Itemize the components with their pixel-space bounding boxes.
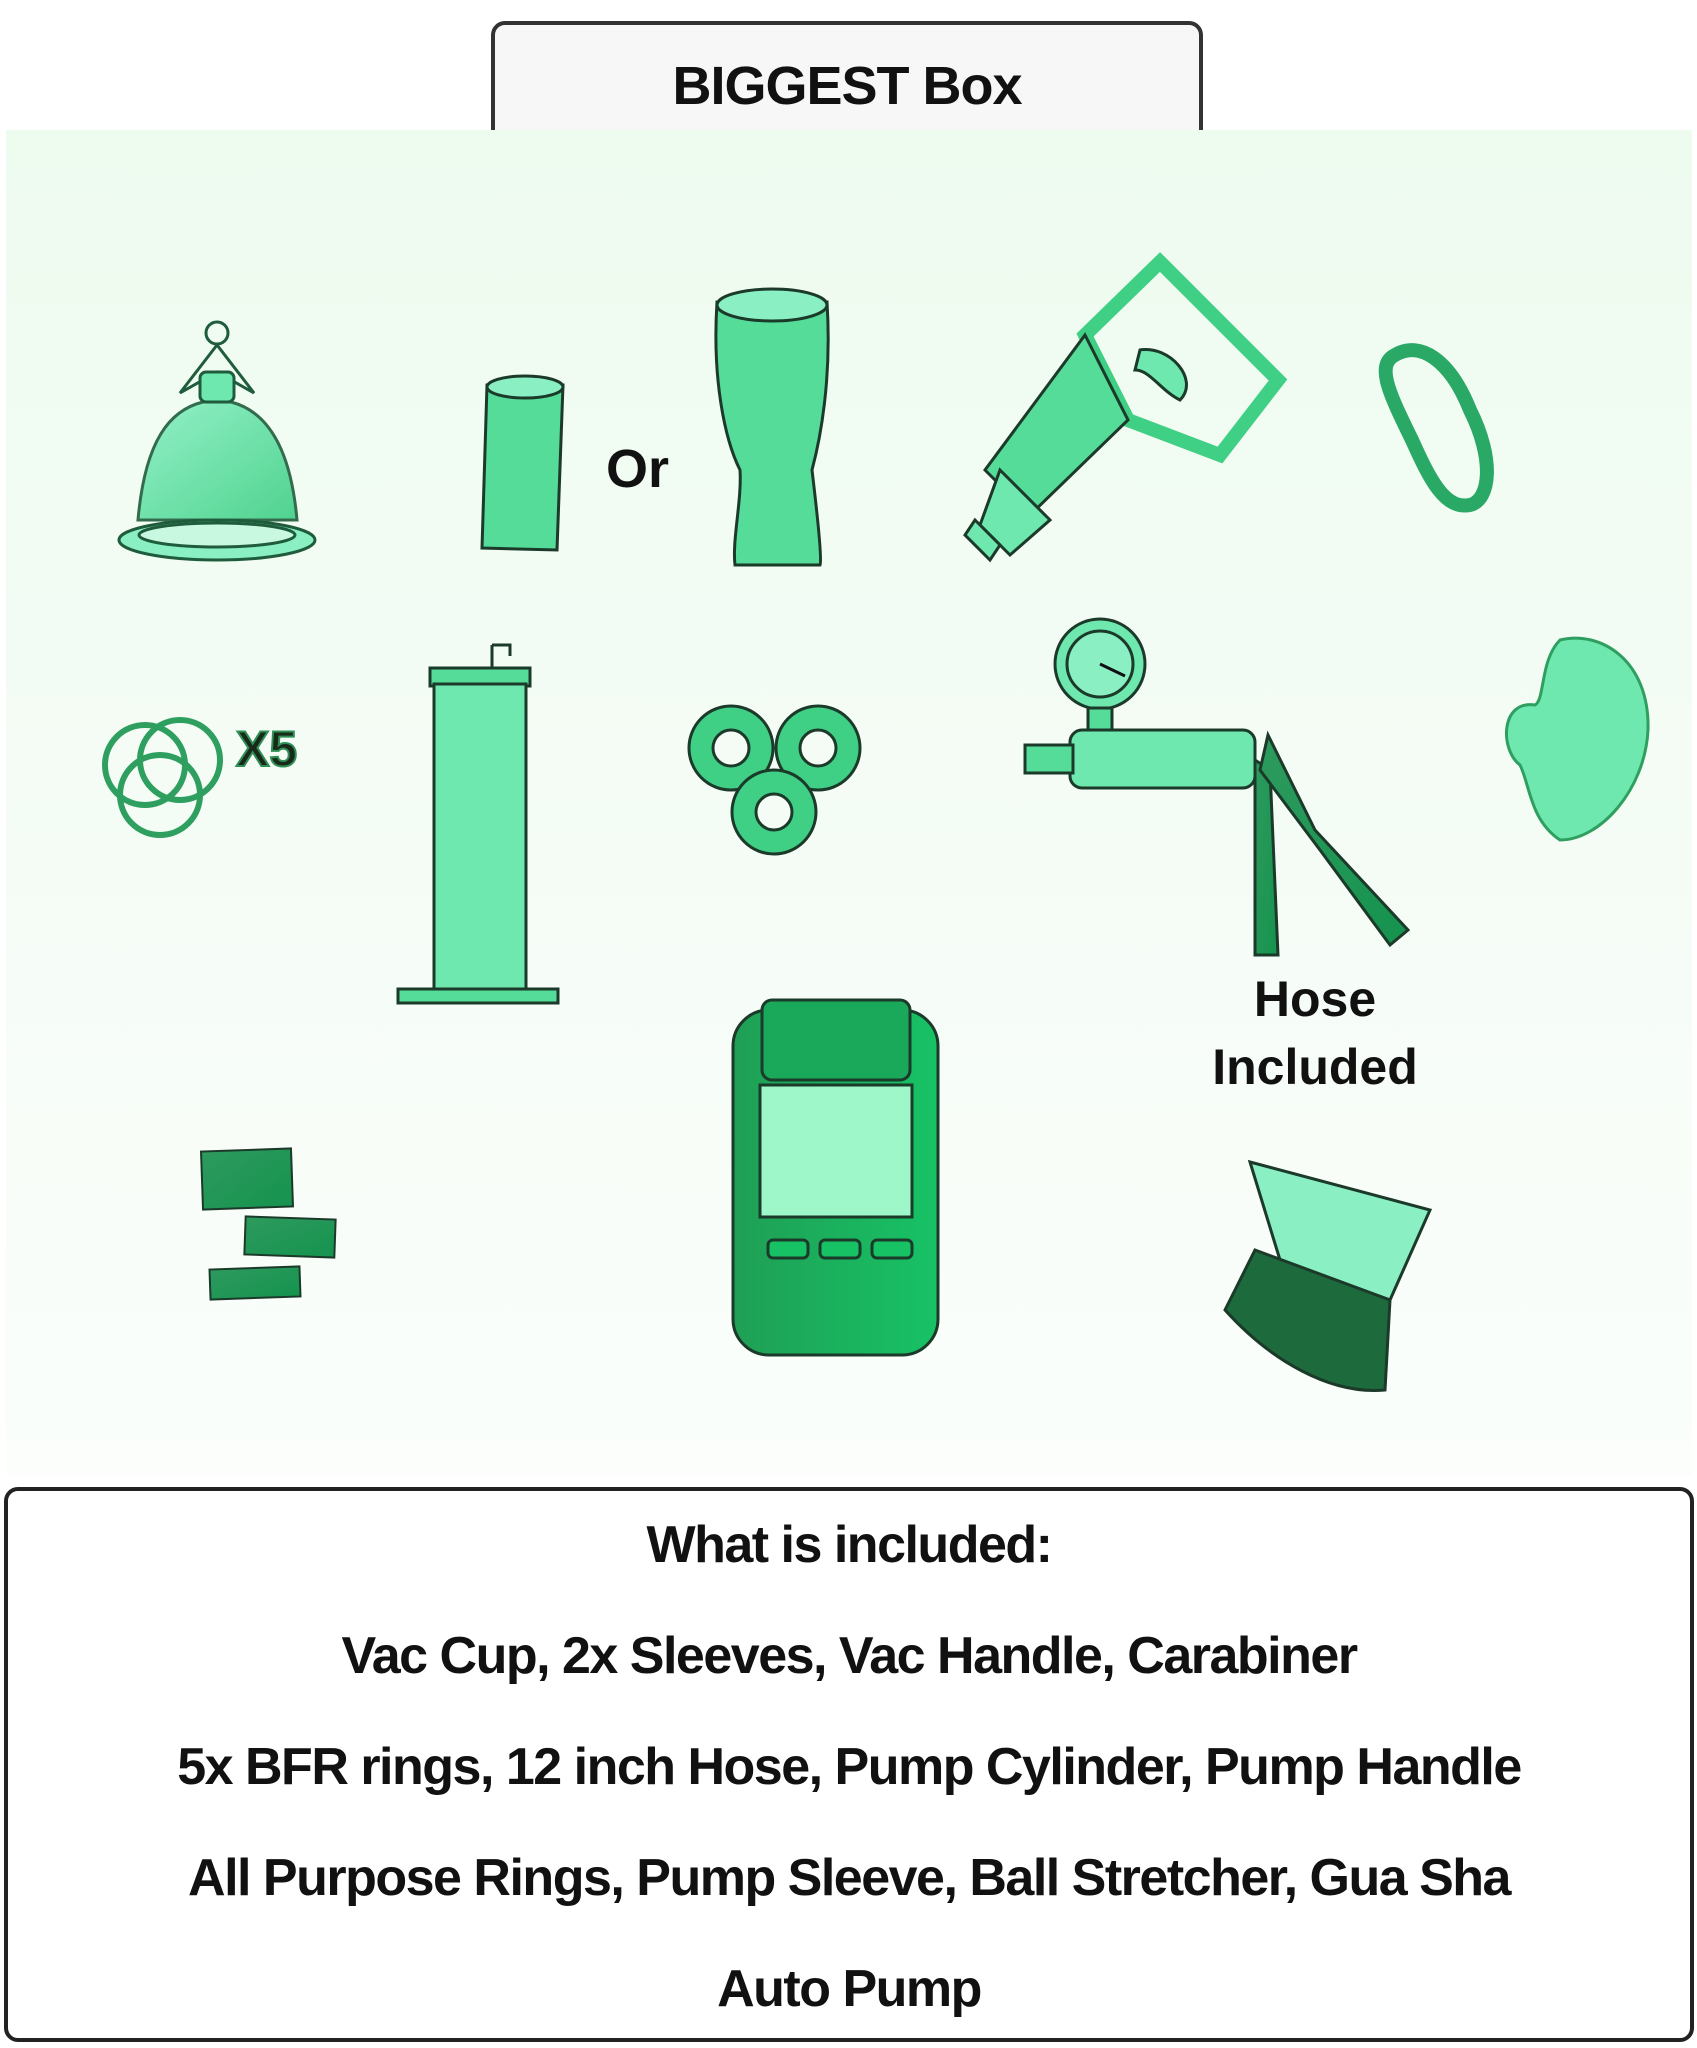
- page-title: BIGGEST Box: [672, 56, 1022, 116]
- sleeve-small-icon: [482, 376, 563, 550]
- ball-stretcher-icon: [201, 1148, 336, 1299]
- pump-cylinder-icon: [398, 645, 558, 1003]
- hose-included-label: [1184, 965, 1446, 1101]
- included-line-1: Vac Cup, 2x Sleeves, Vac Handle, Carabiner: [341, 1627, 1357, 1685]
- included-line-3: All Purpose Rings, Pump Sleeve, Ball Stretcher, Gua Sha: [188, 1849, 1510, 1907]
- auto-pump-icon: [733, 1000, 938, 1355]
- carabiner-icon: [1386, 350, 1487, 505]
- pump-sleeve-icon: [1225, 1162, 1430, 1390]
- or-label: Or: [606, 439, 670, 499]
- included-line-2: 5x BFR rings, 12 inch Hose, Pump Cylinder, Pump Handle: [177, 1738, 1521, 1796]
- hose-label-line1: Hose: [1253, 971, 1377, 1027]
- bfr-quantity-label: X5: [236, 721, 298, 777]
- included-items-box: [4, 1487, 1694, 2042]
- hose-label-line2: Included: [1212, 1039, 1418, 1095]
- included-line-4: Auto Pump: [717, 1960, 981, 2018]
- all-purpose-rings-icon: [689, 706, 860, 854]
- pump-handle-icon: [1025, 619, 1408, 955]
- vac-cup-icon: [119, 322, 315, 560]
- included-heading: What is included:: [646, 1516, 1052, 1574]
- vac-handle-icon: [965, 262, 1278, 560]
- bfr-rings-icon: [105, 720, 220, 835]
- sleeve-large-icon: [716, 289, 828, 565]
- gua-sha-icon: [1506, 638, 1648, 840]
